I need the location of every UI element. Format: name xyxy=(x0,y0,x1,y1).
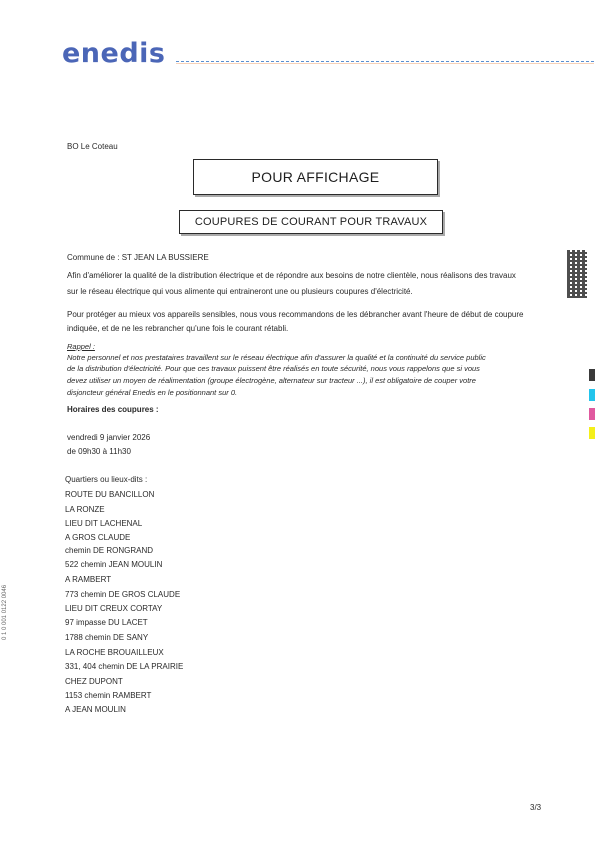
list-item: 97 impasse DU LACET xyxy=(65,618,148,627)
header-rule-accent xyxy=(176,63,594,64)
rappel-line-2: de la distribution d'électricité. Pour que ces travaux puissent être réalisés en toute sécurité, nous vous rappelons que si vous xyxy=(67,364,480,373)
page-title: POUR AFFICHAGE xyxy=(251,169,380,185)
list-item: LIEU DIT LACHENAL xyxy=(65,519,143,528)
list-item: 773 chemin DE GROS CLAUDE xyxy=(65,590,181,599)
list-item: LIEU DIT CREUX CORTAY xyxy=(65,604,163,613)
horaires-heading: Horaires des coupures : xyxy=(67,405,159,414)
subtitle-box xyxy=(179,210,443,234)
header-rule xyxy=(176,61,594,62)
list-item: CHEZ DUPONT xyxy=(65,677,123,686)
list-item: chemin DE RONGRAND xyxy=(65,546,154,555)
list-item: ROUTE DU BANCILLON xyxy=(65,490,155,499)
page-number: 3/3 xyxy=(530,803,542,812)
intro-paragraph-line-2: sur le réseau électrique qui vous alimente qui entraineront une ou plusieurs coupures d'électricité. xyxy=(67,287,413,296)
outage-time: de 09h30 à 11h30 xyxy=(67,447,131,456)
quartiers-heading: Quartiers ou lieux-dits : xyxy=(65,475,148,484)
list-item: LA RONZE xyxy=(65,505,105,514)
qr-code xyxy=(567,250,587,298)
list-item: A JEAN MOULIN xyxy=(65,705,126,714)
list-item: 331, 404 chemin DE LA PRAIRIE xyxy=(65,662,184,671)
rappel-line-4: disjoncteur général Enedis en le positionnant sur 0. xyxy=(67,388,238,397)
rappel-line-3: devez utiliser un moyen de réalimentation (groupe électrogène, alternateur sur tracteur ...), il est obligatoire de couper votre xyxy=(67,376,476,385)
list-item: 1788 chemin DE SANY xyxy=(65,633,149,642)
list-item: A GROS CLAUDE xyxy=(65,533,131,542)
advice-paragraph-line-1: Pour protéger au mieux vos appareils sensibles, nous vous recommandons de les débrancher avant l'heure de début de coupure xyxy=(67,310,524,319)
side-code: 0 1 0 001 0122 0046 xyxy=(2,584,8,640)
list-item: A RAMBERT xyxy=(65,575,112,584)
print-mark-yellow xyxy=(589,427,595,439)
print-mark-magenta xyxy=(589,408,595,420)
rappel-line-1: Notre personnel et nos prestataires travaillent sur le réseau électrique afin d'assurer la qualité et la continuité du service public xyxy=(67,353,486,362)
list-item: 1153 chemin RAMBERT xyxy=(65,691,152,700)
enedis-logo: enedis xyxy=(62,38,166,69)
title-box xyxy=(193,159,438,195)
sender-label: BO Le Coteau xyxy=(67,142,118,151)
commune-line: Commune de : ST JEAN LA BUSSIERE xyxy=(67,253,209,262)
rappel-heading: Rappel : xyxy=(67,342,95,351)
print-mark-cyan xyxy=(589,389,595,401)
advice-paragraph-line-2: indiquée, et de ne les rebrancher qu'une fois le courant rétabli. xyxy=(67,324,289,333)
intro-paragraph-line-1: Afin d'améliorer la qualité de la distribution électrique et de répondre aux besoins de notre clientèle, nous réalisons des travaux xyxy=(67,271,516,280)
outage-date: vendredi 9 janvier 2026 xyxy=(67,433,151,442)
print-mark-black xyxy=(589,369,595,381)
page-subtitle: COUPURES DE COURANT POUR TRAVAUX xyxy=(194,216,428,228)
list-item: 522 chemin JEAN MOULIN xyxy=(65,560,163,569)
list-item: LA ROCHE BROUAILLEUX xyxy=(65,648,164,657)
